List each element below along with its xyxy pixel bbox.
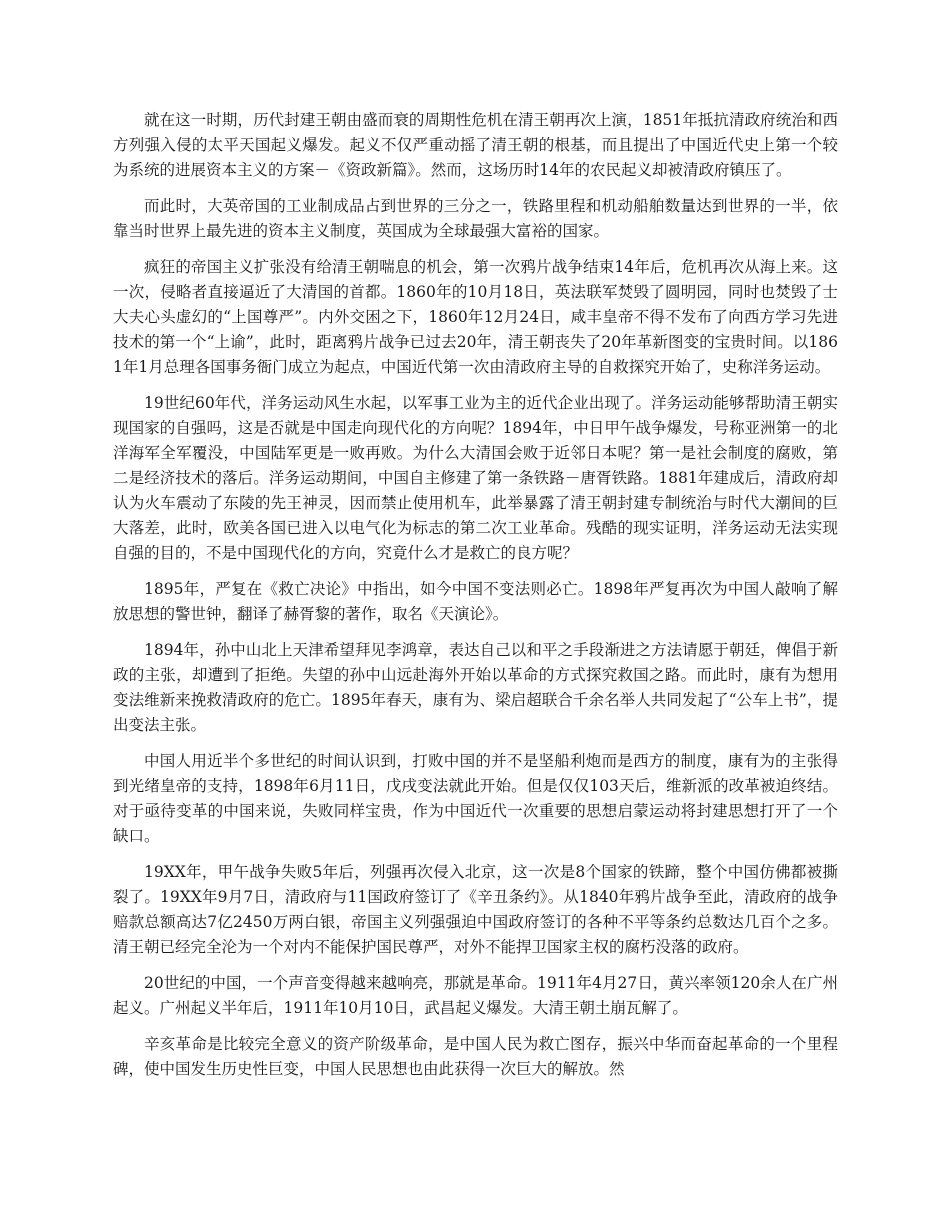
paragraph-hundred-days-reform: 中国人用近半个多世纪的时间认识到，打败中国的并不是坚船利炮而是西方的制度，康有为的主张得到光绪皇帝的支持，1898年6月11日，戊戌变法就此开始。但是仅仅103天后，维新派的改革被迫终结。对于亟待变革的中国来说，失败同样宝贵，作为中国近代一次重要的思想启蒙运动将封建思想打开了一个缺口。 — [113, 752, 838, 845]
paragraph-westernization-origin: 疯狂的帝国主义扩张没有给清王朝喘息的机会，第一次鸦片战争结束14年后，危机再次从海上来。这一次，侵略者直接逼近了大清国的首都。1860年的10月18日，英法联军焚毁了圆明园，同时也焚毁了士大夫心头虚幻的“上国尊严”。内外交困之下，1860年12月24日，咸丰皇帝不得不发布了向西方学习先进技术的第一个“上谕”，此时，距离鸦片战争已过去20年，清王朝丧失了20年革新图变的宝贵时间。以1861年1月总理各国事务衙门成立为起点，中国近代第一次由清政府主导的自救探究开始了，史称洋务运动。 — [113, 258, 838, 376]
paragraph-xinhai-revolution: 辛亥革命是比较完全意义的资产阶级革命，是中国人民为救亡图存，振兴中华而奋起革命的一个里程碑，使中国发生历史性巨变，中国人民思想也由此获得一次巨大的解放。然 — [113, 1035, 838, 1078]
paragraph-boxer-protocol: 19XX年，甲午战争失败5年后，列强再次侵入北京，这一次是8个国家的铁蹄，整个中国仿佛都被撕裂了。19XX年9月7日，清政府与11国政府签订了《辛丑条约》。从1840年鸦片战争至此，清政府的战争赔款总额高达7亿2450万两白银，帝国主义列强强迫中国政府签订的各种不平等条约总数达几百个之多。清王朝已经完全沦为一个对内不能保护国民尊严，对外不能捍卫国家主权的腐朽没落的政府。 — [113, 863, 838, 956]
paragraph-revolution: 20世纪的中国，一个声音变得越来越响亮，那就是革命。1911年4月27日，黄兴率领120余人在广州起义。广州起义半年后，1911年10月10日，武昌起义爆发。大清王朝土崩瓦解了。 — [113, 974, 838, 1017]
paragraph-yan-fu: 1895年，严复在《救亡决论》中指出，如今中国不变法则必亡。1898年严复再次为中国人敲响了解放思想的警世钟，翻译了赫胥黎的著作，取名《天演论》。 — [113, 580, 838, 623]
paragraph-taiping: 就在这一时期，历代封建王朝由盛而衰的周期性危机在清王朝再次上演，1851年抵抗清政府统治和西方列强入侵的太平天国起义爆发。起义不仅严重动摇了清王朝的根基，而且提出了中国近代史上第一个较为系统的进展资本主义的方案－《资政新篇》。然而，这场历时14年的农民起义却被清政府镇压了。 — [113, 111, 838, 179]
paragraph-british-empire: 而此时，大英帝国的工业制成品占到世界的三分之一，铁路里程和机动船舶数量达到世界的一半，依靠当时世界上最先进的资本主义制度，英国成为全球最强大富裕的国家。 — [113, 197, 838, 240]
paragraph-westernization-failure: 19世纪60年代，洋务运动风生水起，以军事工业为主的近代企业出现了。洋务运动能够帮助清王朝实现国家的自强吗，这是否就是中国走向现代化的方向呢？1894年，中日甲午战争爆发，号称亚洲第一的北洋海军全军覆没，中国陆军更是一败再败。为什么大清国会败于近邻日本呢？第一是社会制度的腐败，第二是经济技术的落后。洋务运动期间，中国自主修建了第一条铁路－唐胥铁路。1881年建成后，清政府却认为火车震动了东陵的先王神灵，因而禁止使用机车，此举暴露了清王朝封建专制统治与时代大潮间的巨大落差，此时，欧美各国已进入以电气化为标志的第二次工业革命。残酷的现实证明，洋务运动无法实现自强的目的，不是中国现代化的方向，究竟什么才是救亡的良方呢？ — [113, 394, 838, 562]
paragraph-sun-yat-sen: 1894年，孙中山北上天津希望拜见李鸿章，表达自己以和平之手段渐进之方法请愿于朝廷，俾倡于新政的主张，却遭到了拒绝。失望的孙中山远赴海外开始以革命的方式探究救国之路。而此时，康有为想用变法维新来挽救清政府的危亡。1895年春天，康有为、梁启超联合千余名举人共同发起了“公车上书”，提出变法主张。 — [113, 641, 838, 734]
document-page — [113, 108, 838, 1093]
